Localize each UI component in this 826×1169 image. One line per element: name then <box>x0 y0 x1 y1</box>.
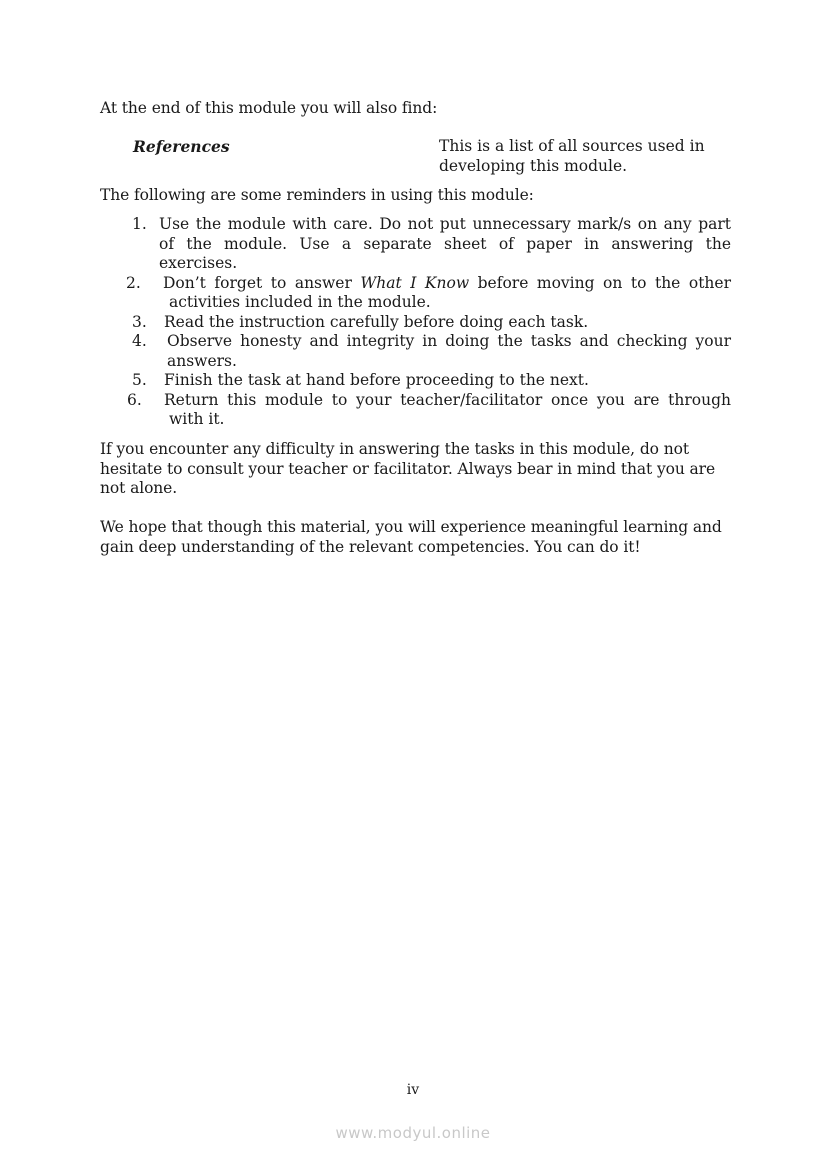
list-item-text: Don’t forget to answer <box>163 273 361 292</box>
list-item <box>100 391 731 430</box>
list-item-text: Read the instruction carefully before doing each task. <box>164 312 589 331</box>
list-item-number: 2. <box>126 273 141 292</box>
list-item-text: Finish the task at hand before proceeding to the next. <box>164 371 589 389</box>
reminders-list <box>100 215 731 430</box>
closing-paragraph-1: If you encounter any difficulty in answering the tasks in this module, do not hesitate to consult your teacher or facilitator. Always bear in mind that you are not alone. <box>100 440 716 497</box>
list-item-text: Observe honesty and integrity in doing the tasks and checking your answers. <box>167 332 731 370</box>
list-item <box>100 274 731 313</box>
watermark-text: www.modyul.online <box>335 1124 491 1142</box>
list-item <box>100 332 731 371</box>
list-item-number: 6. <box>127 390 142 409</box>
references-description: This is a list of all sources used in developing this module. <box>439 137 705 175</box>
list-item-text: Return this module to your teacher/facilitator once you are through with it. <box>164 390 731 428</box>
reminders-intro: The following are some reminders in using this module: <box>100 186 534 204</box>
list-item-number: 5. <box>132 371 147 389</box>
list-item <box>100 371 731 391</box>
list-item-text-after: before moving on to the other activities included in the module. <box>169 273 731 311</box>
list-item-number: 4. <box>132 332 147 350</box>
closing-paragraph-2: We hope that though this material, you will experience meaningful learning and gain deep understanding of the relevant competencies. You can do it! <box>100 518 722 556</box>
list-item-number: 3. <box>132 312 147 331</box>
references-term: References <box>133 137 230 156</box>
list-item <box>100 215 731 274</box>
page-number: iv <box>406 1082 420 1098</box>
intro-text: At the end of this module you will also find: <box>100 99 438 117</box>
list-item <box>100 313 731 333</box>
list-item-text: Use the module with care. Do not put unnecessary mark/s on any part of the module. Use a separate sheet of paper in answering the exercises. <box>159 215 731 272</box>
list-item-number: 1. <box>132 215 147 233</box>
list-item-italic: What I Know <box>360 273 470 292</box>
